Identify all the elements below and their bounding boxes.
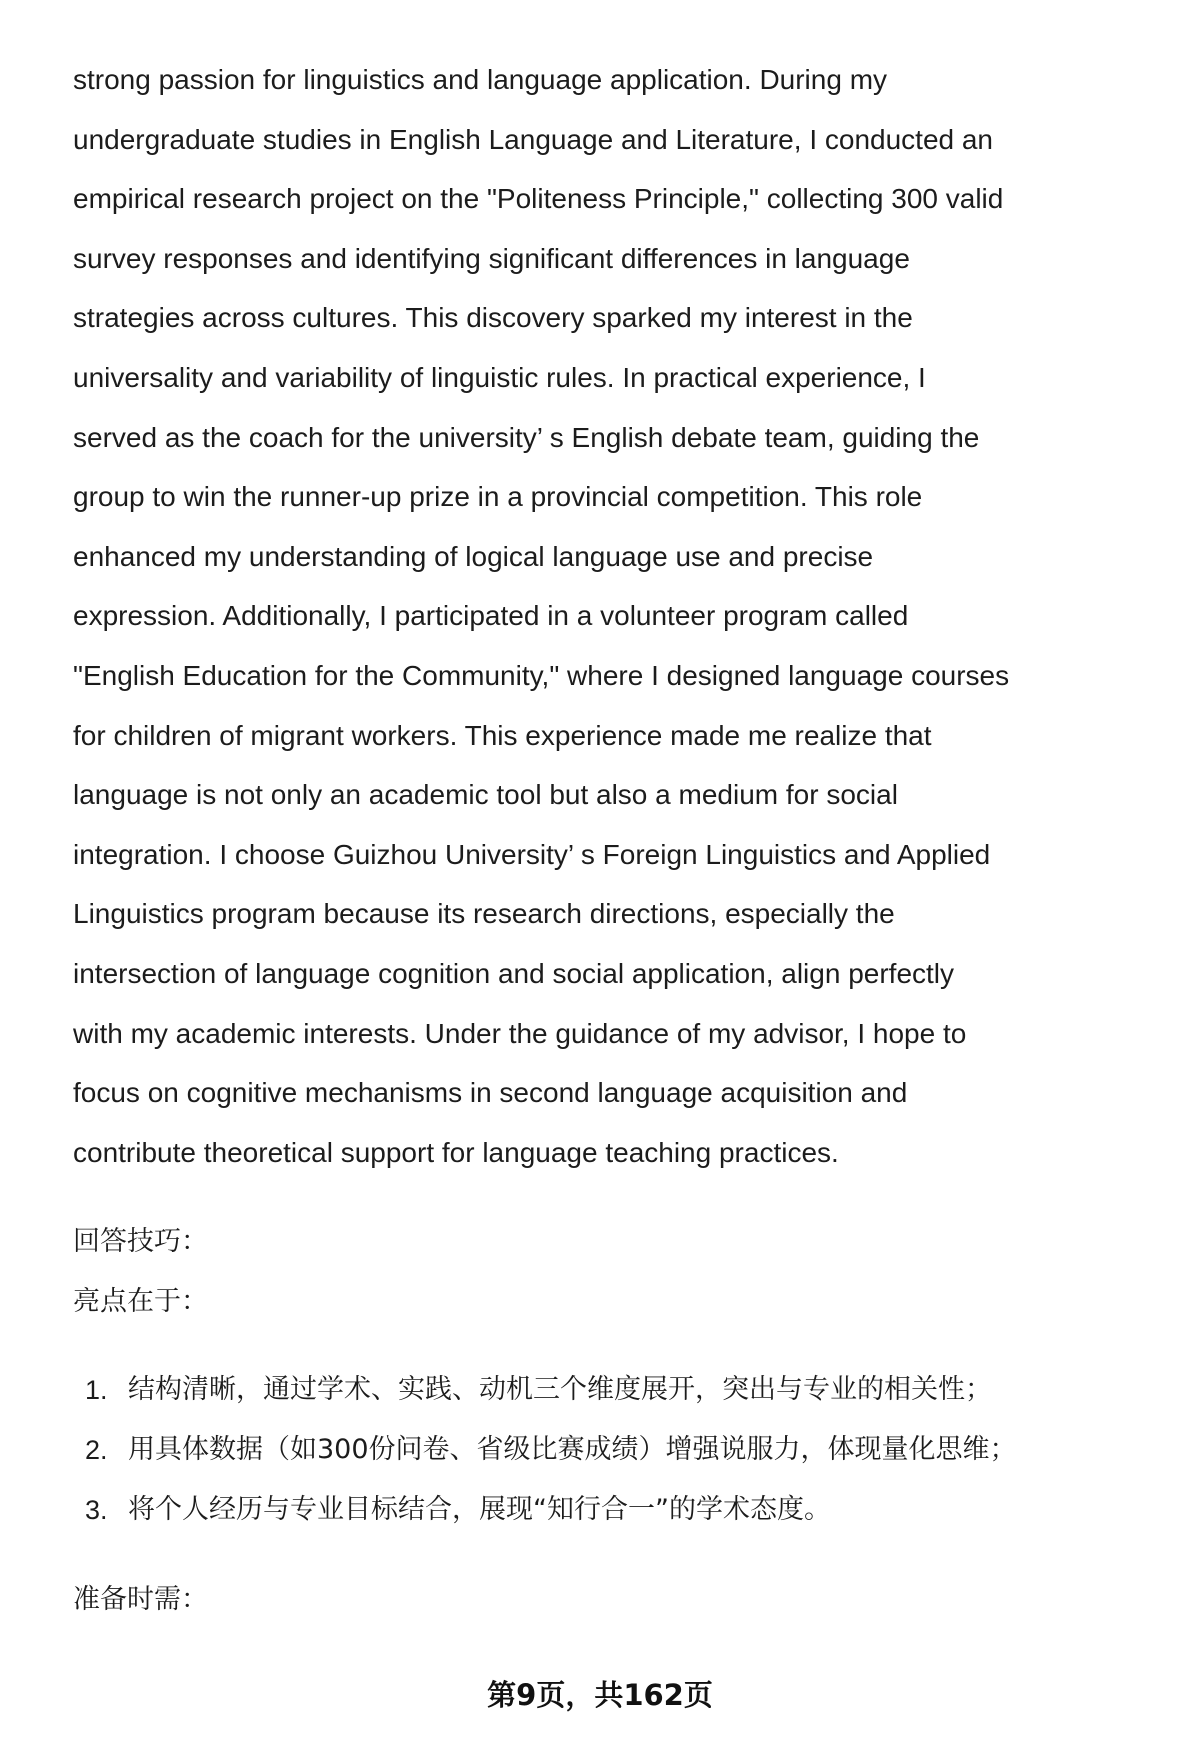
list-item-number: 3.: [85, 1495, 108, 1525]
list-item-text: 用具体数据（如300份问卷、省级比赛成绩）增强说服力，体现量化思维；: [128, 1434, 1017, 1465]
list-item: [73, 1480, 1173, 1540]
paragraph-line: enhanced my understanding of logical language use and precise: [73, 540, 874, 572]
paragraph-line: contribute theoretical support for language teaching practices.: [73, 1136, 839, 1168]
paragraph-line: "English Education for the Community," where I designed language courses: [73, 659, 1010, 691]
highlights-heading: 亮点在于：: [73, 1286, 208, 1317]
list-item-number: 1.: [85, 1375, 108, 1405]
list-item: [73, 1420, 1173, 1480]
paragraph-line: survey responses and identifying significant differences in language: [73, 242, 910, 274]
paragraph-line: expression. Additionally, I participated in a volunteer program called: [73, 600, 909, 632]
prep-heading: 准备时需：: [73, 1584, 208, 1615]
paragraph-line: for children of migrant workers. This experience made me realize that: [73, 719, 932, 751]
list-item-text: 结构清晰，通过学术、实践、动机三个维度展开，突出与专业的相关性；: [128, 1374, 992, 1405]
paragraph-line: universality and variability of linguistic rules. In practical experience, I: [73, 361, 926, 393]
tips-heading: 回答技巧：: [73, 1226, 208, 1257]
paragraph-line: group to win the runner-up prize in a provincial competition. This role: [73, 481, 923, 513]
paragraph-line: undergraduate studies in English Language and Literature, I conducted an: [73, 123, 994, 155]
paragraph-line: language is not only an academic tool but also a medium for social: [73, 779, 898, 811]
paragraph-line: with my academic interests. Under the guidance of my advisor, I hope to: [73, 1017, 967, 1049]
list-item-number: 2.: [85, 1435, 108, 1465]
list-item: [73, 1360, 1173, 1420]
paragraph-line: intersection of language cognition and social application, align perfectly: [73, 957, 955, 989]
list-item-text: 将个人经历与专业目标结合，展现“知行合一”的学术态度。: [128, 1494, 831, 1525]
paragraph-line: focus on cognitive mechanisms in second language acquisition and: [73, 1077, 908, 1109]
paragraph-line: empirical research project on the "Politeness Principle," collecting 300 valid: [73, 183, 1004, 215]
paragraph-line: integration. I choose Guizhou University’ s Foreign Linguistics and Applied: [73, 838, 991, 870]
paragraph-line: strong passion for linguistics and language application. During my: [73, 64, 888, 95]
paragraph-line: Linguistics program because its research directions, especially the: [73, 898, 895, 930]
highlights-list: [73, 1360, 1173, 1540]
paragraph-line: served as the coach for the university’ s English debate team, guiding the: [73, 421, 980, 453]
page-number-footer: 第9页，共162页: [487, 1678, 713, 1712]
answer-paragraph: [73, 50, 1173, 1182]
paragraph-line: strategies across cultures. This discovery sparked my interest in the: [73, 302, 913, 334]
